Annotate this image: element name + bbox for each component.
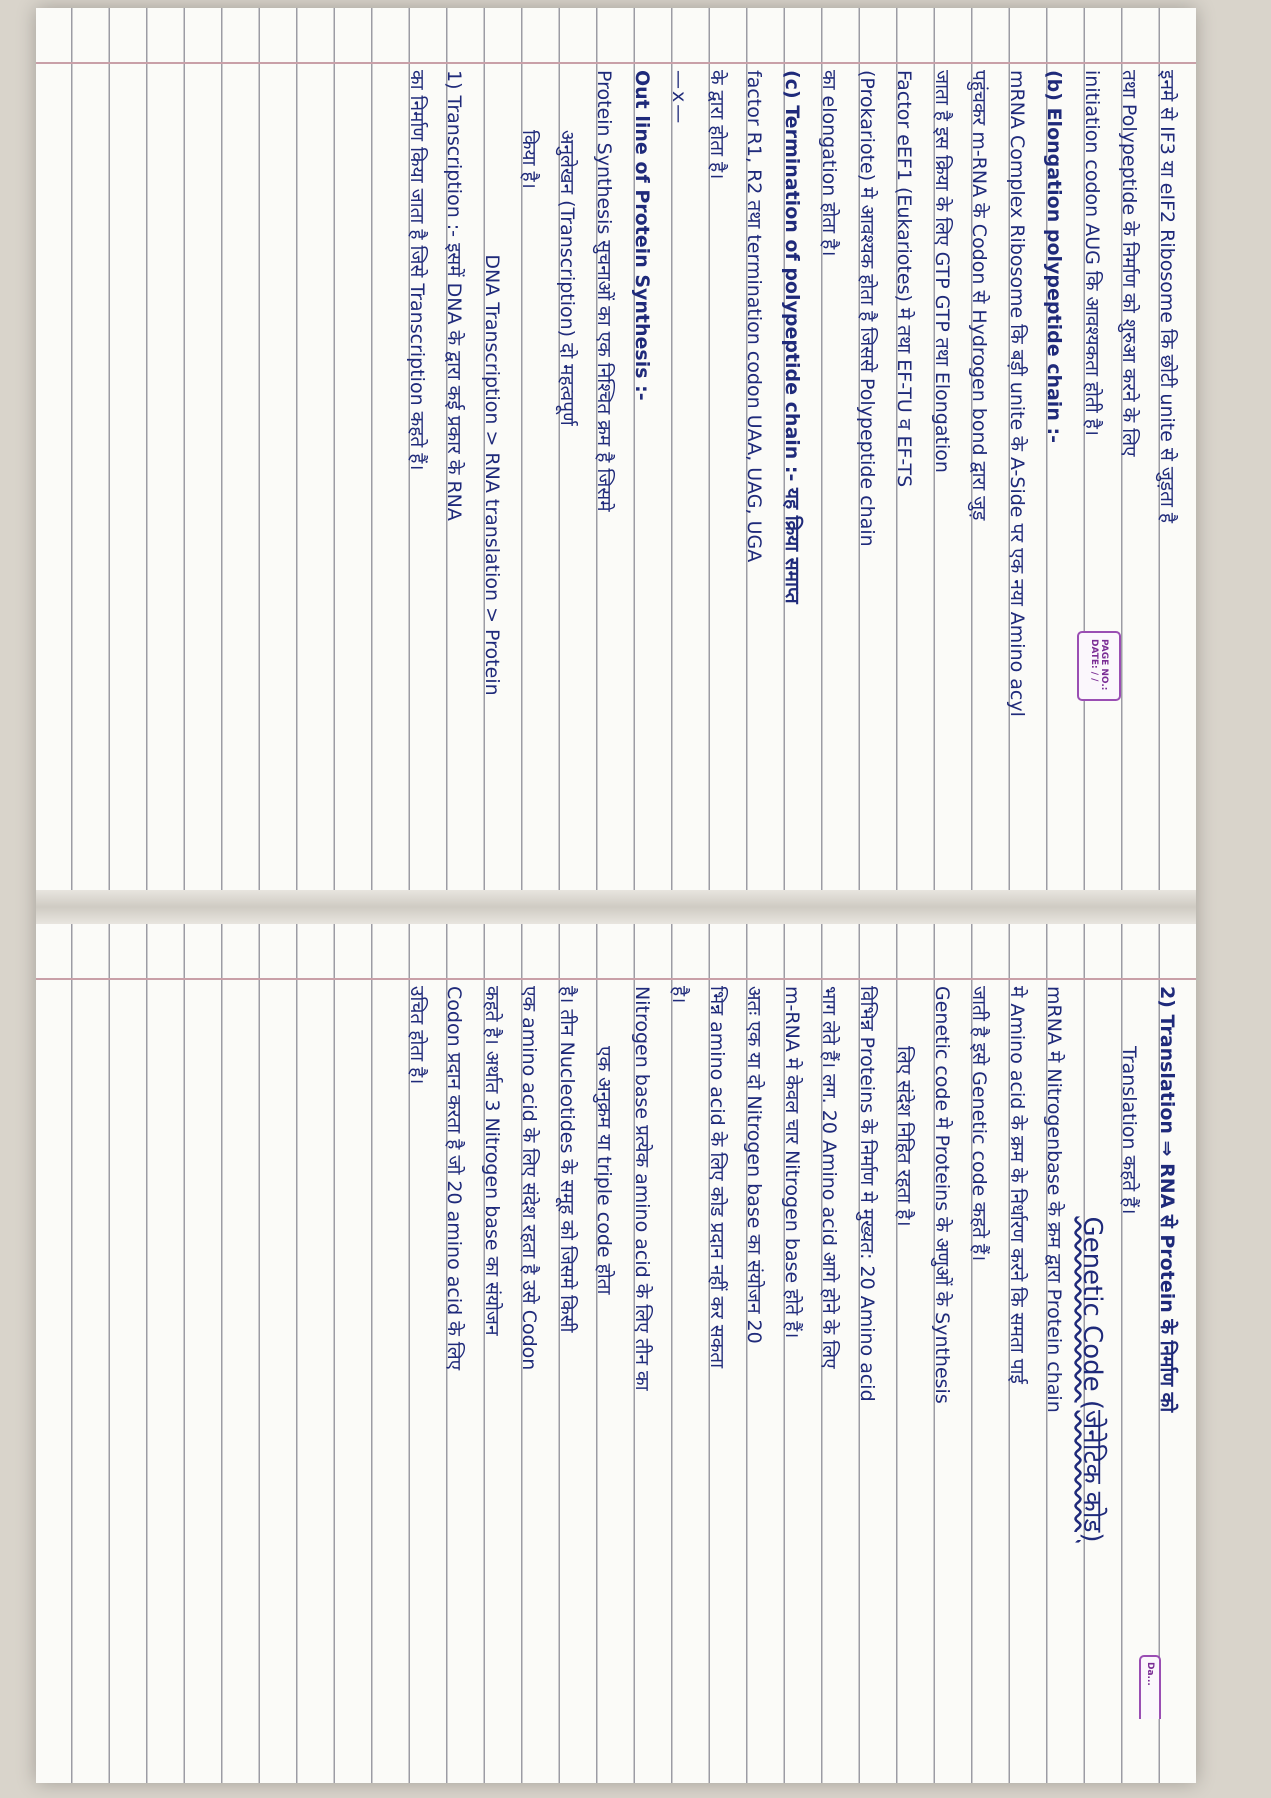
page-number-stamp [1077,631,1121,701]
note-line: factor R1, R2 तथा termination codon UAA, UAG, UGA [743,70,766,563]
note-line: उचित होता है। [406,986,428,1085]
margin-line [36,62,1196,64]
note-line: मे Amino acid के क्रम के निर्धारण करने कि समता पाई [1006,986,1028,1384]
note-line: इनमे से IF3 या eIF2 Ribosome कि छोटी unite से जुड़ता है [1156,70,1178,523]
date-corner-stamp [1139,1655,1161,1719]
note-line: जाती है इसे Genetic code कहते हैं। [968,986,991,1262]
notebook-spread [36,8,1196,1783]
right-page-ruled-sheet [36,924,1196,1783]
corner-date-label: Da... [1145,1662,1155,1686]
note-line: का elongation होता है। [818,70,841,257]
date-row [1089,639,1099,699]
note-line: के द्वारा होता है। [706,70,728,180]
section-heading-transcription: 1) Transcription :- इसमें DNA के द्वारा कई प्रकार के RNA [443,70,466,521]
note-line: Genetic code मे Proteins के अणुओं के Synthesis [931,986,953,1404]
note-line: है। [668,986,691,1004]
central-dogma-line: DNA Transcription > RNA translation > Protein [481,254,503,696]
note-line: initiation codon AUG कि आवश्यकता होती है। [1081,70,1103,437]
note-line: अनुलेखन (Transcription) दो महत्वपूर्ण [556,130,578,426]
right-page-notes [398,986,1186,1773]
note-line: mRNA मे Nitrogenbase के क्रम द्वारा Protein chain [1043,986,1066,1413]
note-line: भाग लेते हैं। लग. 20 Amino acid आगे होने के लिए [818,986,841,1369]
note-line: है। तीन Nucleotides के समूह को जिसमे किसी [556,986,578,1333]
note-line: m-RNA मे केवल चार Nitrogen base होते हैं। [781,986,803,1339]
notebook-spine [36,890,1196,924]
note-line: पहुंचकर m-RNA के Codon से Hydrogen bond द्वारा जुड़ [968,70,991,521]
note-line: लिए संदेश निहित रहता है। [893,1046,916,1227]
note-line: Codon प्रदान करता है जो 20 amino acid के लिए [443,986,466,1371]
genetic-code-title: Genetic Code (जेनेटिक कोड) [1077,1216,1107,1543]
note-line: एक अनुक्रम या triple code होता [593,1046,616,1295]
section-heading-translation: 2) Translation ⇒ RNA से Protein के निर्माण को [1156,986,1178,1413]
margin-line [36,978,1196,980]
note-line: तथा Polypeptide के निर्माण को शुरुआ करने के लिए [1118,70,1141,457]
section-heading-elongation: (b) Elongation polypeptide chain :- [1043,70,1066,443]
page-no-label: PAGE NO.: [1099,639,1109,691]
note-line: का निर्माण किया जाता है जिसे Transcription कहते हैं। [406,70,428,471]
date-label: DATE: [1089,639,1099,669]
section-heading-termination: (c) Termination of polypeptide chain :- यह क्रिया समाप्त [781,70,803,604]
note-line: एक amino acid के लिए संदेश रहता है उसे Codon [518,986,541,1371]
note-line: किया है। [518,130,541,189]
left-page [36,8,1196,890]
note-line: जाता है इस क्रिया के लिए GTP GTP तथा Elongation [931,70,953,473]
date-value: / / [1089,671,1099,682]
note-line: भिन्न amino acid के लिए कोड प्रदान नहीं कर सकता [706,986,728,1369]
section-divider: —x— [668,70,691,126]
note-line: Protein Synthesis सुचनाओं का एक निश्चित क्रम है जिसमे [593,70,616,512]
section-heading-outline: Out line of Protein Synthesis :- [631,70,653,401]
note-line: अतः एक या दो Nitrogen base का संयोजन 20 [743,986,766,1344]
note-line: कहते है। अर्थात 3 Nitrogen base का संयोजन [481,986,503,1336]
note-line: (Prokariote) मे आवश्यक होता है जिससे Polypeptide chain [856,70,878,547]
note-line: विभिन्न Proteins के निर्माण मे मुख्यत: 20 Amino acid [856,986,878,1402]
note-line: Factor eEF1 (Eukariotes) मे तथा EF-TU व EF-TS [893,70,916,488]
left-page-notes [398,70,1186,880]
left-page-ruled-sheet [36,8,1196,890]
note-line: Translation कहते हैं। [1118,1046,1141,1215]
note-line: mRNA Complex Ribosome कि बड़ी unite के A-Side पर एक नया Amino acyl [1006,70,1028,717]
note-line: Nitrogen base प्रत्येक amino acid के लिए तीन का [631,986,653,1391]
right-page [36,924,1196,1783]
